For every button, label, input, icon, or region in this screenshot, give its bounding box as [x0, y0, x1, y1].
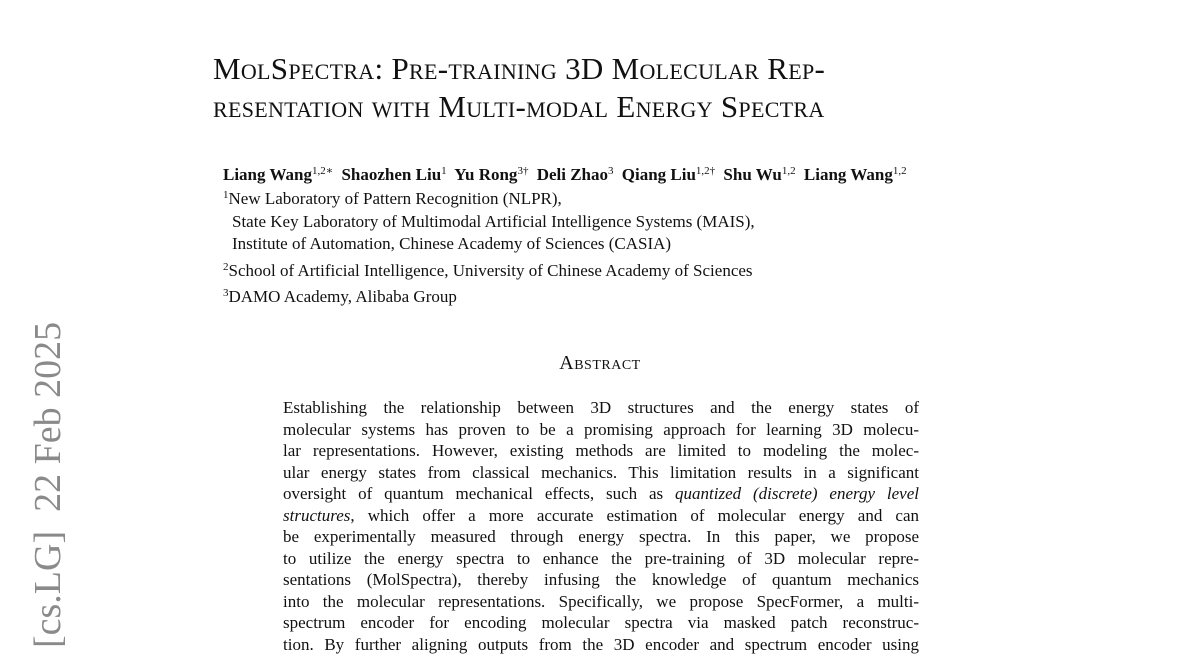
author-affiliation-mark: 1,2 [893, 165, 907, 177]
abstract-line: tion. By further aligning outputs from the 3D encoder and spectrum encoder using [283, 634, 919, 655]
author-affiliation-mark: 3 [608, 165, 614, 177]
affiliation-mark: 3 [223, 287, 229, 299]
abstract-emphasis: quantized (discrete) energy level [675, 484, 919, 503]
abstract-line: to utilize the energy spectra to enhance the pre-training of 3D molecular repre- [283, 548, 919, 570]
abstract-text: , which offer a more accurate estimation of molecular energy and can [350, 506, 919, 525]
author [223, 165, 333, 184]
author-name: Liang Wang [223, 165, 312, 184]
author-list [223, 160, 1003, 186]
affiliation-text: New Laboratory of Pattern Recognition (NLPR), [229, 189, 562, 208]
author-affiliation-mark: 3† [517, 165, 528, 177]
affiliation-mark: 2 [223, 261, 229, 273]
affiliation-text: DAMO Academy, Alibaba Group [229, 287, 457, 306]
abstract-text: oversight of quantum mechanical effects, such as [283, 484, 675, 503]
author-affiliation-mark: 1,2∗ [312, 165, 333, 177]
author-affiliation-mark: 1 [441, 165, 447, 177]
author-name: Liang Wang [804, 165, 893, 184]
author-name: Shu Wu [723, 165, 781, 184]
abstract-line: spectrum encoder for encoding molecular spectra via masked patch reconstruc- [283, 612, 919, 634]
arxiv-identifier-stamp: [cs.LG] 22 Feb 2025 [28, 308, 68, 648]
author-affiliation-mark: 1,2 [782, 165, 796, 177]
abstract-line: be experimentally measured through energy spectra. In this paper, we propose [283, 526, 919, 548]
abstract-line: into the molecular representations. Specifically, we propose SpecFormer, a multi- [283, 591, 919, 613]
title-line-2: resentation with Multi-modal Energy Spectra [213, 88, 1013, 126]
author-name: Qiang Liu [622, 165, 696, 184]
affiliation-3 [223, 282, 1003, 309]
abstract-line [283, 505, 919, 527]
affiliation-1-line-1 [223, 184, 1003, 211]
affiliation-2 [223, 256, 1003, 283]
author [341, 165, 446, 184]
affiliation-1-line-2: State Key Laboratory of Multimodal Artificial Intelligence Systems (MAIS), [223, 211, 1003, 234]
affiliations [223, 184, 1003, 309]
abstract-line: sentations (MolSpectra), thereby infusing the knowledge of quantum mechanics [283, 569, 919, 591]
abstract-emphasis: structures [283, 506, 350, 525]
affiliation-text: School of Artificial Intelligence, University of Chinese Academy of Sciences [229, 261, 753, 280]
author [622, 165, 715, 184]
author [454, 165, 528, 184]
paper-title [213, 50, 1013, 126]
abstract-line: ular energy states from classical mechanics. This limitation results in a significant [283, 462, 919, 484]
author [537, 165, 614, 184]
author-affiliation-mark: 1,2† [696, 165, 715, 177]
abstract-body [283, 397, 919, 655]
affiliation-1-line-3: Institute of Automation, Chinese Academy of Sciences (CASIA) [223, 233, 1003, 256]
abstract-line: molecular systems has proven to be a promising approach for learning 3D molecu- [283, 419, 919, 441]
abstract-line: lar representations. However, existing methods are limited to modeling the molec- [283, 440, 919, 462]
author-name: Deli Zhao [537, 165, 608, 184]
affiliation-mark: 1 [223, 189, 229, 201]
author-name: Shaozhen Liu [341, 165, 441, 184]
abstract-heading: Abstract [0, 352, 1200, 375]
abstract-line [283, 483, 919, 505]
abstract-line: Establishing the relationship between 3D structures and the energy states of [283, 397, 919, 419]
author-name: Yu Rong [454, 165, 517, 184]
title-line-1: MolSpectra: Pre-training 3D Molecular Rep- [213, 50, 1013, 88]
author [723, 165, 795, 184]
author [804, 165, 907, 184]
